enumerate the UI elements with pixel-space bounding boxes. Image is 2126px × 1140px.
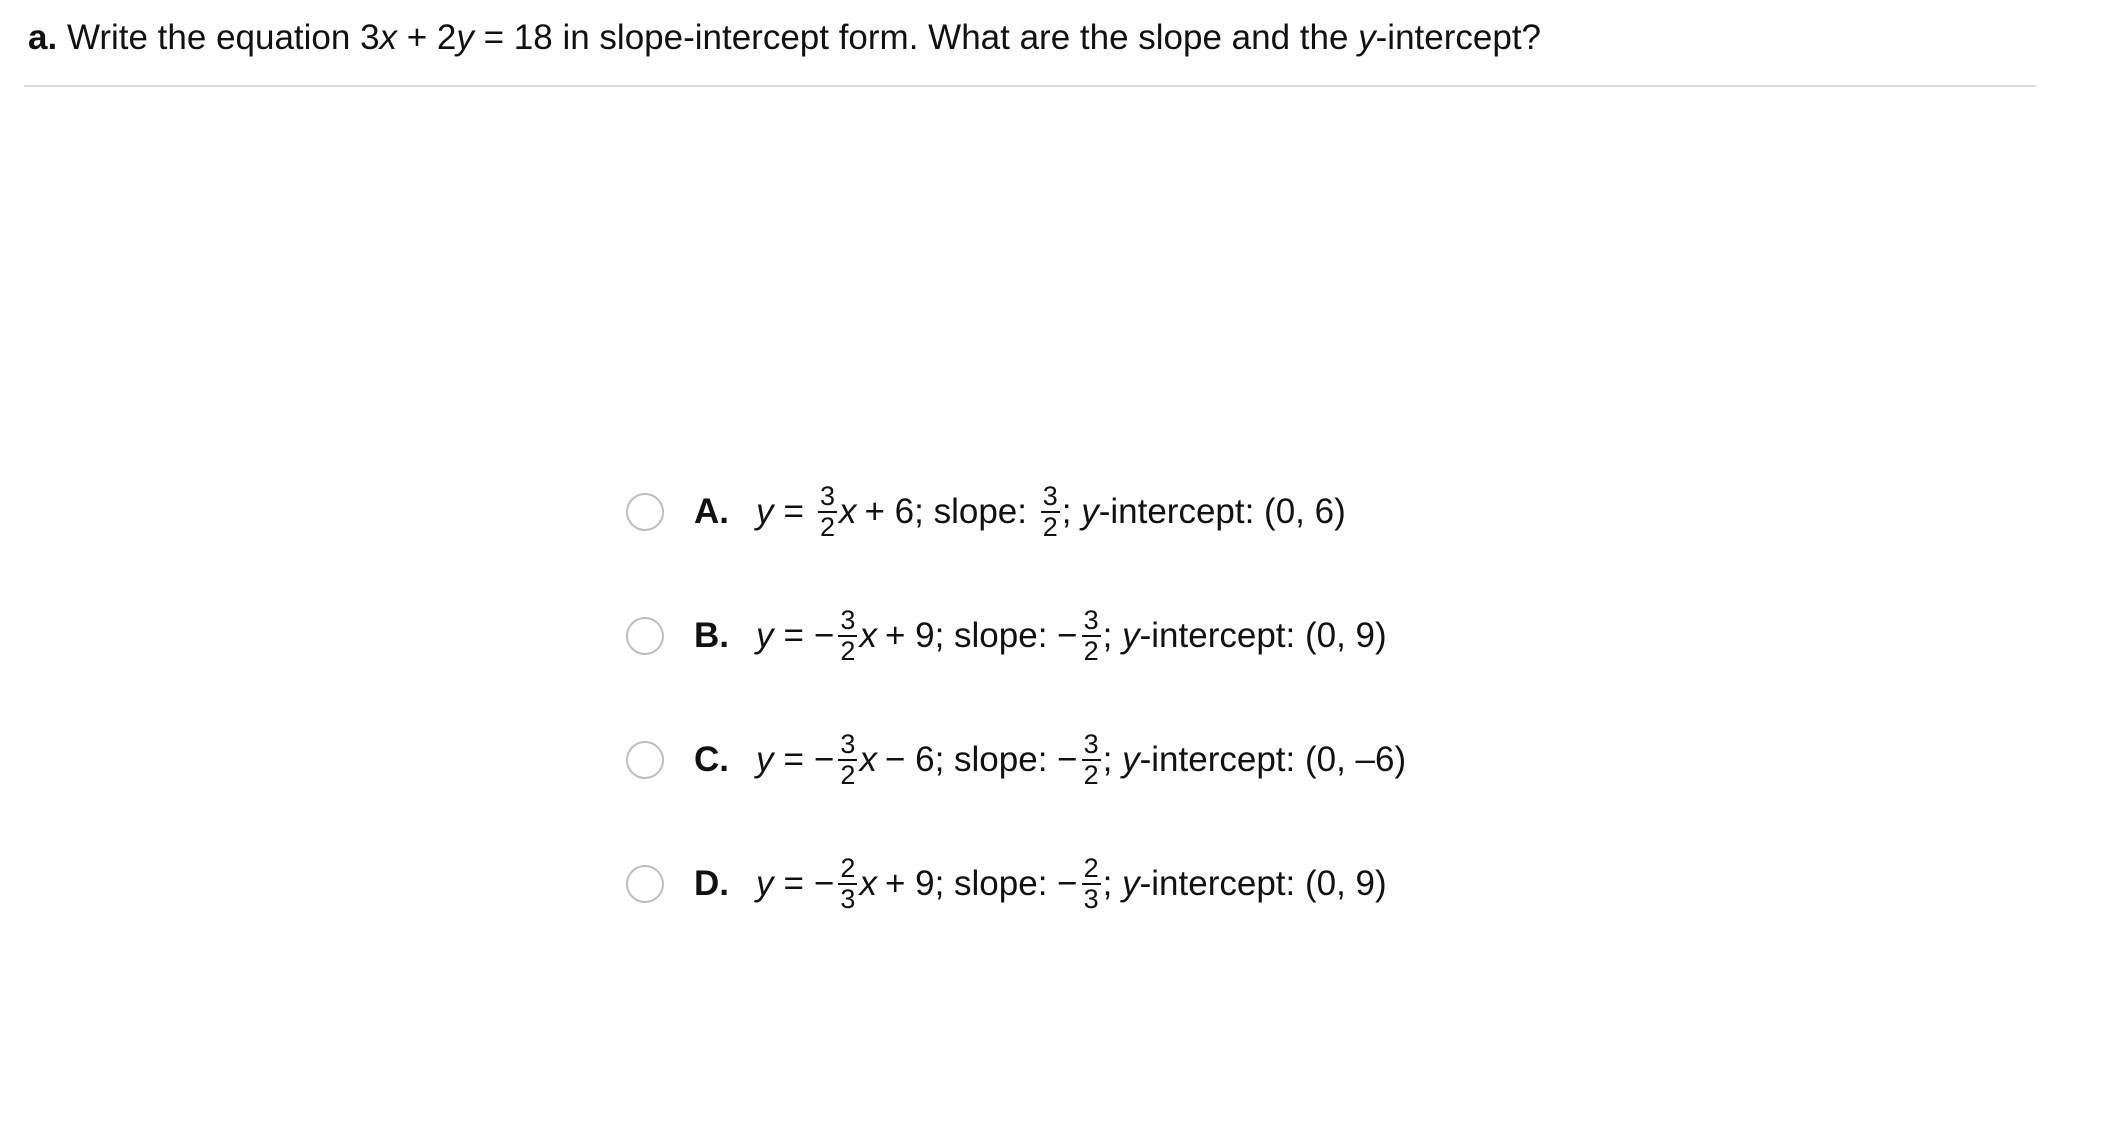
answer-option-c <box>626 698 1406 822</box>
equation <box>756 731 1406 789</box>
answer-label-b[interactable] <box>694 607 1387 665</box>
denominator: 2 <box>819 512 835 542</box>
intercept-var: y <box>1112 616 1140 655</box>
constant: + 9 <box>884 616 935 655</box>
semicolon: ; <box>1102 740 1113 779</box>
sign: − <box>813 864 835 903</box>
slope-sign: − <box>1057 864 1078 903</box>
constant: − 6 <box>884 740 935 779</box>
option-letter: B. <box>694 616 729 655</box>
slope-text: ; slope: <box>934 740 1058 779</box>
var-y: y <box>756 492 774 531</box>
slope-fraction <box>1082 855 1101 913</box>
intercept-text: -intercept: (0, 9) <box>1139 616 1387 655</box>
slope-fraction <box>1082 607 1101 665</box>
slope-text: ; slope: <box>914 492 1037 531</box>
intercept-text: -intercept: (0, –6) <box>1139 740 1407 779</box>
numerator: 3 <box>1083 729 1099 759</box>
slope-text: ; slope: <box>934 864 1058 903</box>
slope-sign: − <box>1057 616 1078 655</box>
fraction <box>838 607 857 665</box>
question-text-part: + 2 <box>397 18 457 57</box>
intercept-text: -intercept: (0, 6) <box>1098 492 1346 531</box>
option-letter: C. <box>694 740 729 779</box>
radio-button-a[interactable] <box>626 493 664 531</box>
denominator: 2 <box>840 760 856 790</box>
slope-fraction <box>1041 483 1060 541</box>
semicolon: ; <box>1102 864 1113 903</box>
numerator: 3 <box>840 605 856 635</box>
answer-option-a <box>626 450 1406 574</box>
radio-button-d[interactable] <box>626 865 664 903</box>
sign: − <box>813 616 835 655</box>
numerator: 2 <box>1083 853 1099 883</box>
numerator: 3 <box>1042 481 1058 511</box>
divider <box>24 85 2036 87</box>
equation <box>756 483 1346 541</box>
question-text-part: Write the equation 3 <box>66 18 380 57</box>
fraction <box>838 731 857 789</box>
var-y: y <box>756 864 774 903</box>
answer-options <box>626 450 1406 946</box>
sign: − <box>813 740 835 779</box>
question-var-y: y <box>456 18 474 57</box>
answer-option-b <box>626 574 1406 698</box>
var-y: y <box>756 616 774 655</box>
question-text-part: -intercept? <box>1375 18 1542 57</box>
answer-label-a[interactable] <box>694 483 1346 541</box>
intercept-text: -intercept: (0, 9) <box>1139 864 1387 903</box>
option-letter: D. <box>694 864 729 903</box>
intercept-var: y <box>1112 864 1140 903</box>
slope-fraction <box>1082 731 1101 789</box>
answer-label-d[interactable] <box>694 855 1387 913</box>
equals-sign: = <box>783 740 804 779</box>
question-var-y: y <box>1358 18 1376 57</box>
var-y: y <box>756 740 774 779</box>
slope-text: ; slope: <box>934 616 1058 655</box>
numerator: 3 <box>1083 605 1099 635</box>
semicolon: ; <box>1061 492 1072 531</box>
constant: + 9 <box>884 864 935 903</box>
numerator: 2 <box>840 853 856 883</box>
semicolon: ; <box>1102 616 1113 655</box>
denominator: 2 <box>840 636 856 666</box>
var-x: x <box>859 740 877 779</box>
equals-sign: = <box>783 492 804 531</box>
radio-button-b[interactable] <box>626 617 664 655</box>
denominator: 2 <box>1083 636 1099 666</box>
var-x: x <box>838 492 857 531</box>
answer-label-c[interactable] <box>694 731 1406 789</box>
intercept-var: y <box>1071 492 1099 531</box>
fraction <box>838 855 857 913</box>
var-x: x <box>859 616 877 655</box>
numerator: 3 <box>840 729 856 759</box>
denominator: 3 <box>1083 884 1099 914</box>
fraction <box>818 483 837 541</box>
question-var-x: x <box>379 18 398 57</box>
equation <box>756 607 1387 665</box>
denominator: 2 <box>1083 760 1099 790</box>
equation <box>756 855 1387 913</box>
intercept-var: y <box>1112 740 1140 779</box>
question-text-part: = 18 in slope-intercept form. What are the slope and the <box>473 18 1359 57</box>
equals-sign: = <box>783 616 804 655</box>
denominator: 3 <box>840 884 856 914</box>
answer-option-d <box>626 822 1406 946</box>
denominator: 2 <box>1042 512 1058 542</box>
question-text <box>28 14 1541 62</box>
question-letter: a. <box>28 18 58 57</box>
option-letter: A. <box>694 492 729 531</box>
constant: + 6 <box>864 492 915 531</box>
numerator: 3 <box>819 481 835 511</box>
slope-sign: − <box>1057 740 1078 779</box>
radio-button-c[interactable] <box>626 741 664 779</box>
var-x: x <box>859 864 877 903</box>
equals-sign: = <box>783 864 804 903</box>
